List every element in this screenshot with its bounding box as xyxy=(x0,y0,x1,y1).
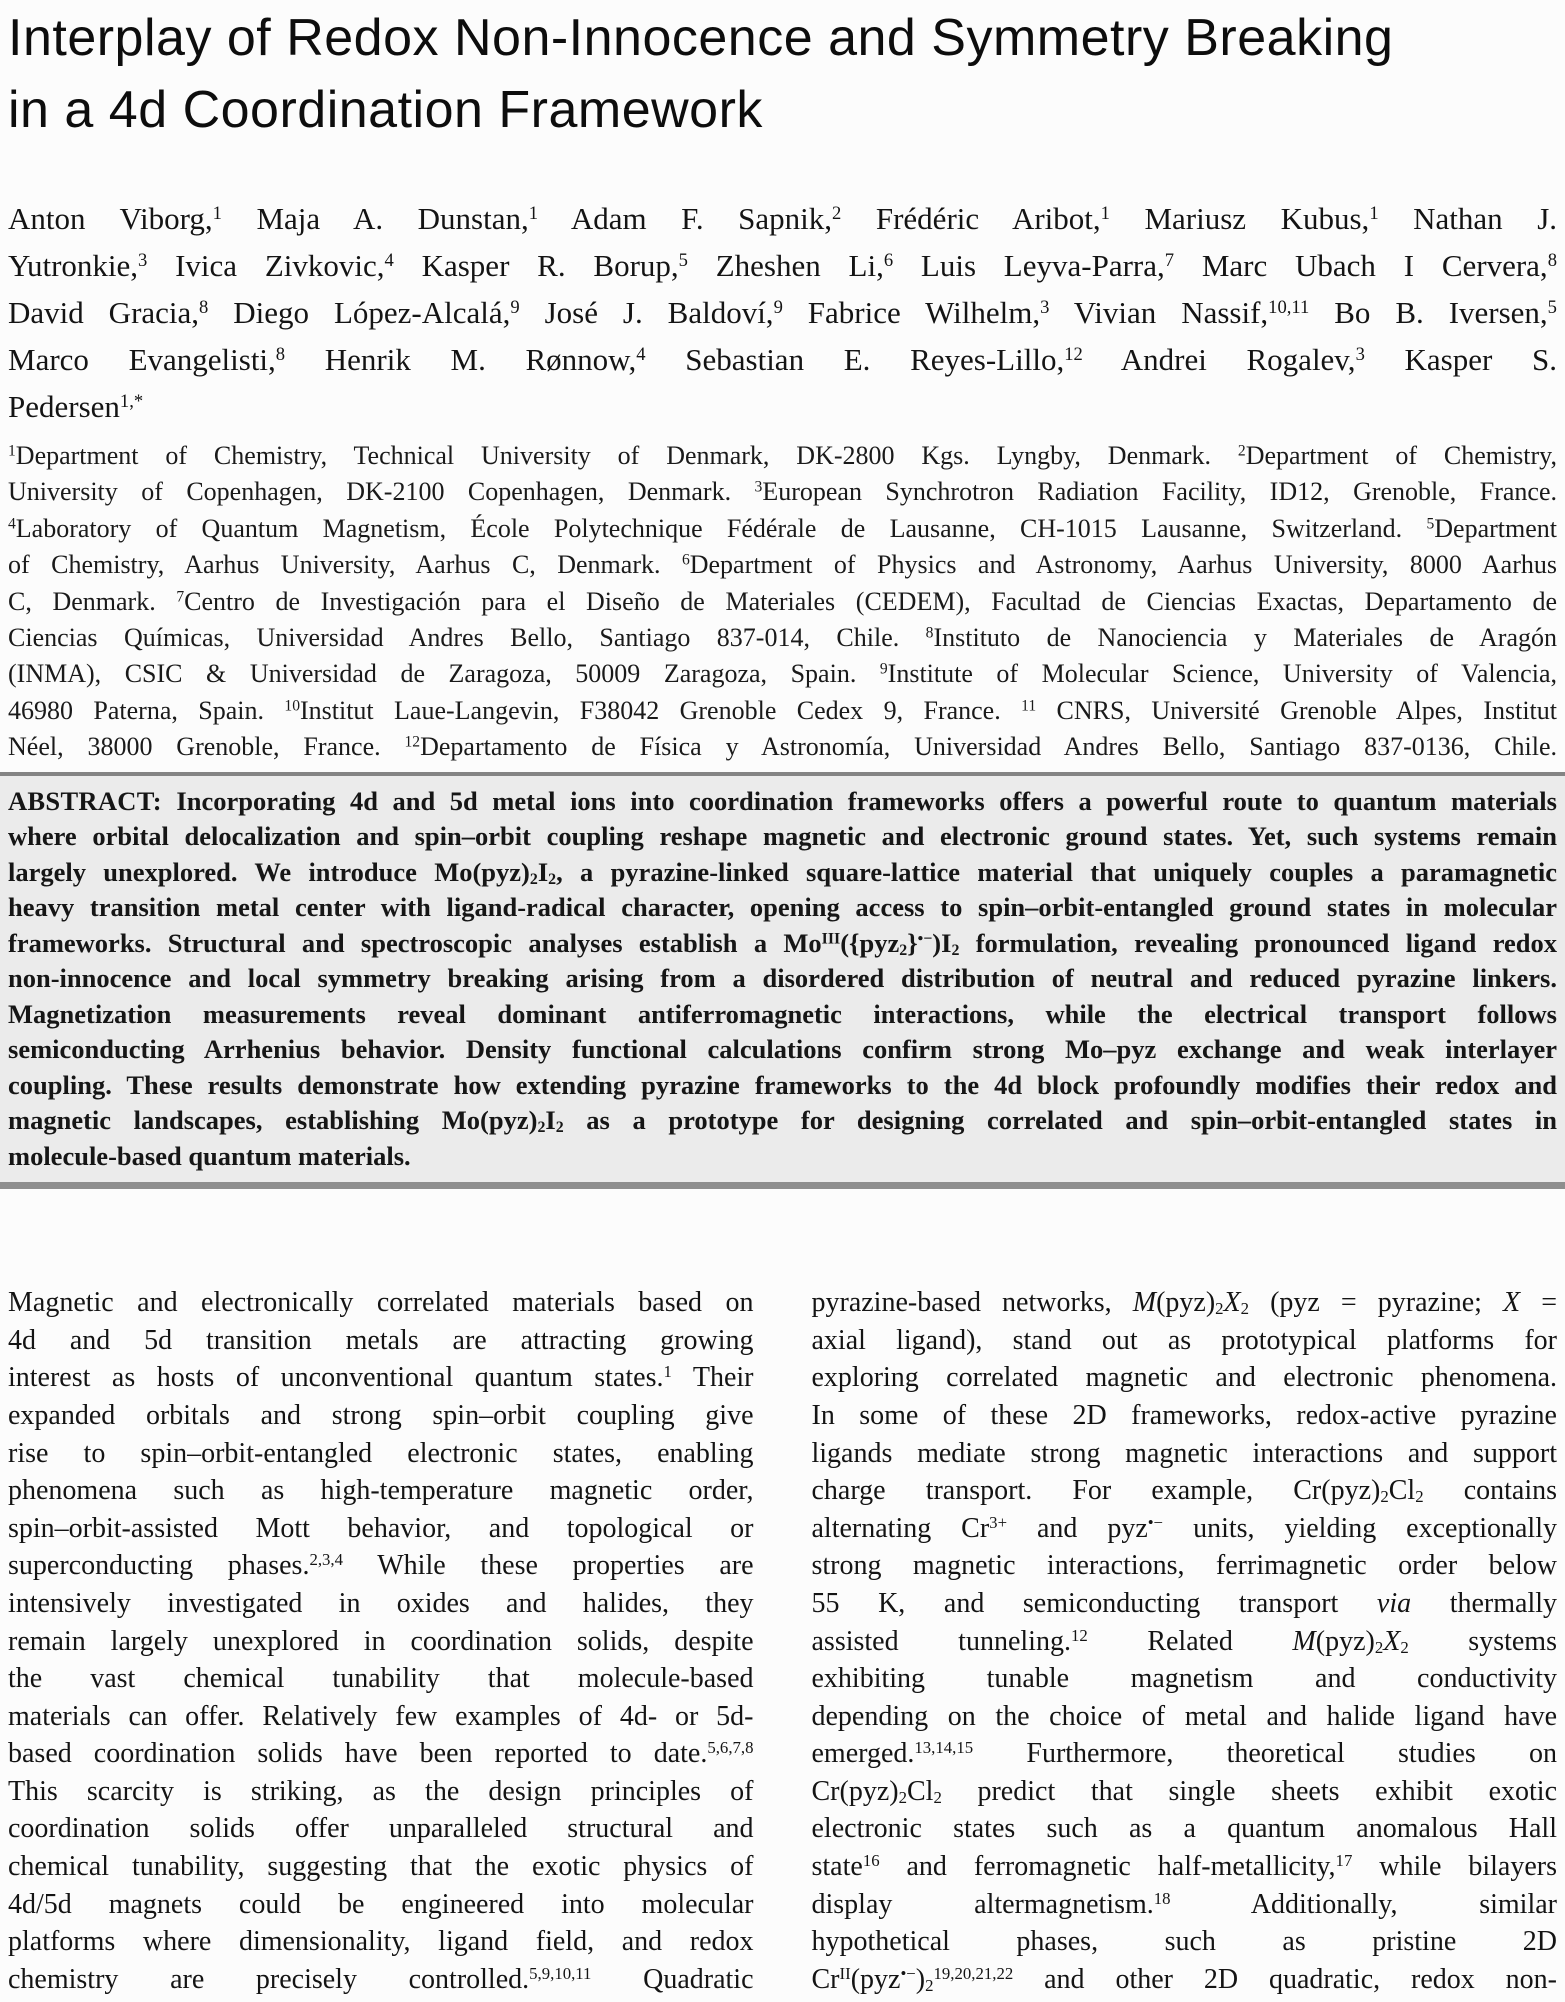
text-line: alternating $Cr^{3+}$ and pyz•− units, yielding exceptionally xyxy=(811,1512,1557,1544)
text-line: ligands mediate strong magnetic interactions and support xyxy=(811,1437,1557,1469)
text-line: state$^{16}$ and ferromagnetic half-metallicity,$^{17}$ while bilayers xyxy=(811,1850,1557,1883)
text-line: pyrazine-based networks, $M(pyz)_2X_2$ (pyz = pyrazine; X = xyxy=(811,1287,1557,1319)
text-line: where orbital delocalization and spin–orbit coupling reshape magnetic and electronic ground states. Yet, such systems remain xyxy=(8,821,1557,852)
text-line: 4d/5d magnets could be engineered into molecular xyxy=(8,1888,754,1920)
text-line: of Chemistry, Aarhus University, Aarhus C, Denmark. $^6$Department of Physics and Astronomy, Aarhus University, 8000 Aarhus xyxy=(8,550,1557,580)
text-line: remain largely unexplored in coordination solids, despite xyxy=(8,1625,754,1657)
text-line: $^4$Laboratory of Quantum Magnetism, École Polytechnique Fédérale de Lausanne, CH-1015 Lausanne, Switzerland. $^5$Department xyxy=(8,513,1557,543)
text-line: Magnetic and electronically correlated materials based on xyxy=(8,1287,754,1319)
text-line: the vast chemical tunability that molecule-based xyxy=(8,1663,754,1695)
text-line: in a 4d Coordination Framework xyxy=(8,81,763,139)
text-line: Anton Viborg,$^1$ Maja A. Dunstan,$^1$ Adam F. Sapnik,$^2$ Frédéric Aribot,$^1$ Mariusz Kubus,$^1$ Nathan J. xyxy=(8,201,1558,236)
text-line: chemistry are precisely controlled.$^{5,9,10,11}$ Quadratic xyxy=(8,1963,754,1995)
text-line: Interplay of Redox Non-Innocence and Symmetry Breaking xyxy=(8,9,1394,67)
text-line: magnetic landscapes, establishing $Mo(pyz)_2I_2$ as a prototype for designing correlated and spin–orbit-entangled states in xyxy=(8,1105,1557,1137)
text-line: expanded orbitals and strong spin–orbit coupling give xyxy=(8,1399,754,1431)
text-line: materials can offer. Relatively few examples of 4d- or 5d- xyxy=(8,1700,754,1732)
text-line: intensively investigated in oxides and halides, they xyxy=(8,1587,754,1619)
author-list xyxy=(8,195,1557,430)
text-line: electronic states such as a quantum anomalous Hall xyxy=(811,1813,1557,1845)
text-line: $Cr(pyz)_2Cl_2$ predict that single sheets exhibit exotic xyxy=(811,1775,1557,1807)
text-line: emerged.$^{13,14,15}$ Furthermore, theoretical studies on xyxy=(811,1738,1557,1770)
text-line: University of Copenhagen, DK-2100 Copenhagen, Denmark. $^3$European Synchrotron Radiation Facility, ID12, Grenoble, France. xyxy=(8,477,1557,507)
text-line: C, Denmark. $^7$Centro de Investigación para el Diseño de Materiales (CEDEM), Facultad de Ciencias Exactas, Departamento de xyxy=(8,586,1557,616)
text-line: largely unexplored. We introduce $Mo(pyz)_2I_2$, a pyrazine-linked square-lattice material that uniquely couples a paramagnetic xyxy=(8,856,1558,888)
text-line: coordination solids offer unparalleled structural and xyxy=(8,1813,754,1845)
text-line: depending on the choice of metal and halide ligand have xyxy=(811,1700,1557,1732)
text-line: phenomena such as high-temperature magnetic order, xyxy=(8,1475,754,1507)
text-line: strong magnetic interactions, ferrimagnetic order below xyxy=(811,1550,1557,1582)
abstract-section xyxy=(0,772,1565,1190)
text-line: 55 K, and semiconducting transport via thermally xyxy=(811,1587,1558,1619)
text-line: ABSTRACT: Incorporating 4d and 5d metal ions into coordination frameworks offers a powerful route to quantum materials xyxy=(8,785,1557,816)
text-line: rise to spin–orbit-entangled electronic states, enabling xyxy=(8,1437,754,1469)
text-line: Ciencias Químicas, Universidad Andres Bello, Santiago 837-014, Chile. $^8$Instituto de Nanociencia y Materiales de Aragón xyxy=(8,623,1557,653)
text-line: frameworks. Structural and spectroscopic analyses establish a $Mo^{III}(\{pyz_2\}^{•-})I_2$ formulation, revealing pronounced ligand redox xyxy=(8,927,1557,959)
text-line: Pedersen$^{1,*}$ xyxy=(8,389,144,424)
text-line: $^1$Department of Chemistry, Technical University of Denmark, DK-2800 Kgs. Lyngby, Denmark. $^2$Department of Chemistry, xyxy=(8,441,1557,470)
text-line: non-innocence and local symmetry breaking arising from a disordered distribution of neutral and reduced pyrazine linkers. xyxy=(8,963,1557,994)
text-line: 46980 Paterna, Spain. $^{10}$Institut Laue-Langevin, F38042 Grenoble Cedex 9, France. $^{11}$ CNRS, Université Grenoble Alpes, Institut xyxy=(8,695,1557,725)
text-line: Néel, 38000 Grenoble, France. $^{12}$Departamento de Física y Astronomía, Universidad Andres Bello, Santiago 837-0136, Chile. xyxy=(8,732,1557,762)
text-line: platforms where dimensionality, ligand field, and redox xyxy=(8,1926,754,1958)
text-line: superconducting phases.$^{2,3,4}$ While these properties are xyxy=(8,1550,754,1582)
text-line: $Cr^{II}(pyz^{•-})_2^{19,20,21,22}$ and other 2D quadratic, redox non- xyxy=(811,1963,1557,1995)
text-line: assisted tunneling.$^{12}$ Related $M(pyz)_2X_2$ systems xyxy=(811,1625,1557,1657)
text-line: exploring correlated magnetic and electronic phenomena. xyxy=(811,1362,1557,1394)
text-line: coupling. These results demonstrate how extending pyrazine frameworks to the 4d block profoundly modifies their redox and xyxy=(8,1069,1557,1100)
text-line: Yutronkie,$^3$ Ivica Zivkovic,$^4$ Kasper R. Borup,$^5$ Zheshen Li,$^6$ Luis Leyva-Parra,$^7$ Marc Ubach I Cervera,$^8$ xyxy=(8,248,1557,283)
text-line: hypothetical phases, such as pristine 2D xyxy=(811,1926,1557,1958)
paper-page xyxy=(0,2,1565,2002)
text-line: spin–orbit-assisted Mott behavior, and topological or xyxy=(8,1512,754,1544)
text-line: axial ligand), stand out as prototypical platforms for xyxy=(811,1324,1557,1356)
text-line: Marco Evangelisti,$^8$ Henrik M. Rønnow,$^4$ Sebastian E. Reyes-Lillo,$^{12}$ Andrei Rogalev,$^3$ Kasper S. xyxy=(8,342,1557,377)
text-line: Magnetization measurements reveal dominant antiferromagnetic interactions, while the electrical transport follows xyxy=(8,998,1557,1029)
text-line: semiconducting Arrhenius behavior. Density functional calculations confirm strong Mo–pyz exchange and weak interlayer xyxy=(8,1034,1557,1065)
text-line: 4d and 5d transition metals are attracting growing xyxy=(8,1324,754,1356)
text-line: heavy transition metal center with ligand-radical character, opening access to spin–orbit-entangled ground states in molecular xyxy=(8,892,1557,923)
text-line: interest as hosts of unconventional quantum states.$^1$ Their xyxy=(8,1362,754,1394)
text-line: In some of these 2D frameworks, redox-active pyrazine xyxy=(811,1399,1557,1431)
text-line: exhibiting tunable magnetism and conductivity xyxy=(811,1663,1557,1695)
body-column-right xyxy=(812,1284,1558,1998)
text-line: chemical tunability, suggesting that the exotic physics of xyxy=(8,1851,754,1883)
text-line: This scarcity is striking, as the design principles of xyxy=(8,1775,754,1807)
text-line: molecule-based quantum materials. xyxy=(8,1140,411,1171)
text-line: display altermagnetism.$^{18}$ Additionally, similar xyxy=(811,1888,1557,1920)
text-line: charge transport. For example, $Cr(pyz)_2Cl_2$ contains xyxy=(811,1475,1558,1507)
page-title xyxy=(8,2,1557,146)
text-line: David Gracia,$^8$ Diego López-Alcalá,$^9$ José J. Baldoví,$^9$ Fabrice Wilhelm,$^3$ Vivian Nassif,$^{10,11}$ Bo B. Iversen,$^5$ xyxy=(8,295,1557,330)
body-column-left xyxy=(8,1284,754,1998)
text-line: based coordination solids have been reported to date.$^{5,6,7,8}$ xyxy=(8,1738,754,1770)
text-line: (INMA), CSIC & Universidad de Zaragoza, 50009 Zaragoza, Spain. $^9$Institute of Molecular Science, University of Valencia, xyxy=(8,659,1557,689)
body-columns xyxy=(8,1284,1557,1998)
affiliations xyxy=(8,438,1557,766)
